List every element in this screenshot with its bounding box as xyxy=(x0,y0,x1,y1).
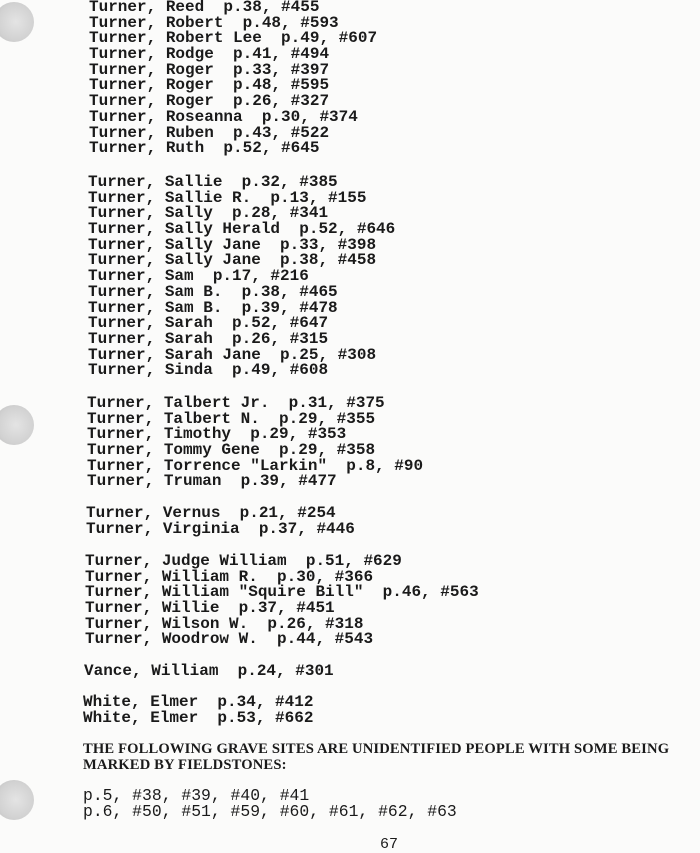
index-entry: Vance, William p.24, #301 xyxy=(84,662,334,680)
index-entry: Turner, Roseanna p.30, #374 xyxy=(89,107,358,126)
index-entry: Turner, Tommy Gene p.29, #358 xyxy=(87,441,376,460)
index-entry: Turner, Sarah p.26, #315 xyxy=(88,329,329,348)
index-entry: Turner, Truman p.39, #477 xyxy=(87,472,337,491)
unidentified-line: p.6, #50, #51, #59, #60, #61, #62, #63 xyxy=(83,802,457,821)
index-entry: Turner, Ruben p.43, #522 xyxy=(89,123,330,142)
index-entry: Turner, Sam B. p.39, #478 xyxy=(88,298,338,317)
group-white xyxy=(83,695,313,726)
index-entry: Turner, William "Squire Bill" p.46, #563 xyxy=(85,583,479,602)
index-entry: Turner, Sally Jane p.33, #398 xyxy=(88,235,377,254)
punch-hole-bottom xyxy=(0,780,34,820)
index-entry: Turner, Roger p.26, #327 xyxy=(89,92,330,111)
unidentified-list xyxy=(83,788,457,820)
group-s xyxy=(88,175,395,379)
index-entry: Turner, Talbert N. p.29, #355 xyxy=(87,409,376,428)
index-entry: Turner, Sallie p.32, #385 xyxy=(88,173,338,191)
index-entry: Turner, Woodrow W. p.44, #543 xyxy=(85,630,374,649)
index-entry: Turner, Sarah Jane p.25, #308 xyxy=(88,345,377,364)
index-entry: Turner, Sam B. p.38, #465 xyxy=(88,282,338,301)
group-r xyxy=(89,0,377,157)
index-entry: Turner, Rodge p.41, #494 xyxy=(89,45,330,64)
index-entry: Turner, William R. p.30, #366 xyxy=(85,567,374,586)
index-entry: Turner, Roger p.48, #595 xyxy=(89,76,330,95)
index-entry: Turner, Judge William p.51, #629 xyxy=(85,552,402,570)
index-entry: Turner, Sinda p.49, #608 xyxy=(88,361,329,380)
group-w xyxy=(85,554,479,648)
index-entry: Turner, Sallie R. p.13, #155 xyxy=(88,188,367,207)
index-entry: Turner, Roger p.33, #397 xyxy=(89,60,330,79)
index-entry: Turner, Sally p.28, #341 xyxy=(88,204,329,223)
index-entry: Turner, Vernus p.21, #254 xyxy=(86,504,336,522)
index-entry: Turner, Robert p.48, #593 xyxy=(89,13,339,32)
index-entry: Turner, Sally Jane p.38, #458 xyxy=(88,251,377,270)
index-entry: Turner, Robert Lee p.49, #607 xyxy=(89,29,378,48)
punch-hole-top xyxy=(0,2,34,42)
index-entry: Turner, Timothy p.29, #353 xyxy=(87,425,347,444)
index-entry: Turner, Talbert Jr. p.31, #375 xyxy=(87,394,385,412)
index-entry: White, Elmer p.53, #662 xyxy=(83,708,314,727)
index-entry: Turner, Sam p.17, #216 xyxy=(88,267,309,286)
group-vance xyxy=(84,664,334,680)
page-number: 67 xyxy=(380,836,399,853)
index-entry: Turner, Wilson W. p.26, #318 xyxy=(85,614,364,633)
punch-hole-middle xyxy=(0,405,34,445)
index-entry: Turner, Reed p.38, #455 xyxy=(89,0,320,16)
index-entry: White, Elmer p.34, #412 xyxy=(83,693,314,711)
notice-line: THE FOLLOWING GRAVE SITES ARE UNIDENTIFIED PEOPLE WITH SOME BEING xyxy=(83,741,670,757)
group-v xyxy=(86,506,355,537)
index-entry: Turner, Virginia p.37, #446 xyxy=(86,519,355,538)
unidentified-line: p.5, #38, #39, #40, #41 xyxy=(83,786,310,805)
unidentified-notice xyxy=(83,742,669,773)
index-entry: Turner, Ruth p.52, #645 xyxy=(89,139,320,158)
index-entry: Turner, Sally Herald p.52, #646 xyxy=(88,220,396,239)
index-entry: Turner, Sarah p.52, #647 xyxy=(88,314,329,333)
group-t xyxy=(87,396,423,490)
index-entry: Turner, Torrence "Larkin" p.8, #90 xyxy=(87,456,424,475)
notice-line: MARKED BY FIELDSTONES: xyxy=(83,756,287,773)
index-entry: Turner, Willie p.37, #451 xyxy=(85,599,335,618)
